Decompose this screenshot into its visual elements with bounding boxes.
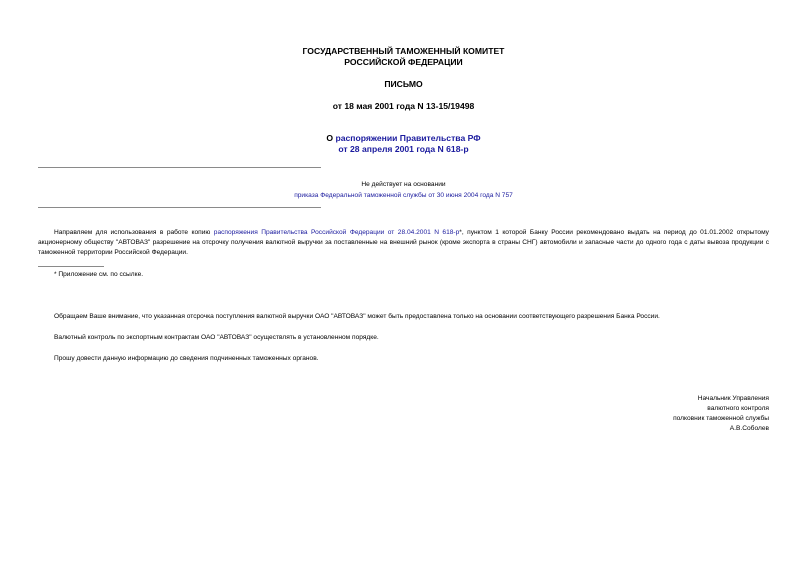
document-type: ПИСЬМО [384, 79, 423, 89]
subject-prefix: О [326, 133, 336, 143]
signature-rank: полковник таможенной службы [673, 415, 769, 422]
footnote: * Приложение см. по ссылке. [54, 271, 144, 278]
document-subject-line-2 [0, 144, 807, 155]
status-note-link[interactable]: приказа Федеральной таможенной службы от 30 июня 2004 года N 757 [294, 192, 513, 199]
issuer-line-2: РОССИЙСКОЙ ФЕДЕРАЦИИ [344, 57, 463, 67]
signature-position-2: валютного контроля [707, 405, 769, 412]
signature-name: А.В.Соболев [729, 425, 769, 432]
paragraph-1-start: Направляем для использования в работе копию [54, 229, 214, 236]
paragraph-1 [38, 228, 769, 258]
status-note-text: Не действует на основании [361, 181, 446, 188]
paragraph-2: Обращаем Ваше внимание, что указанная отсрочка поступления валютной выручки ОАО "АВТОВАЗ" может быть предоставлена только на основании соответствующего разрешения Банка России. [54, 313, 660, 320]
paragraph-4: Прошу довести данную информацию до сведения подчиненных таможенных органов. [54, 355, 319, 362]
document-subject-line-1 [0, 133, 807, 144]
subject-link-line-1[interactable]: распоряжении Правительства РФ [335, 133, 481, 143]
paragraph-3: Валютный контроль по экспортным контрактам ОАО "АВТОВАЗ" осуществлять в установленном порядке. [54, 334, 379, 341]
divider-bottom [38, 207, 321, 208]
divider-top [38, 167, 321, 168]
decree-link[interactable]: распоряжения Правительства Российской Федерации от 28.04.2001 N 618-р [213, 229, 460, 236]
issuer-line-1: ГОСУДАРСТВЕННЫЙ ТАМОЖЕННЫЙ КОМИТЕТ [302, 46, 505, 56]
status-note-link-line [0, 190, 807, 201]
paragraph-1-end: *, пунктом 1 которой Банку России рекомендовано выдать на период до 01.01.2002 открытому акционерному обществу "АВТОВАЗ" разрешение на отсрочку получения валютной выручки за поставленные на внешний рынок (кроме экспорта в страны СНГ) автомобили и запасные части до одного года с даты вывоза продукции с таможенной территории Российской Федерации. [38, 229, 769, 256]
subject-link-line-2[interactable]: от 28 апреля 2001 года N 618-р [338, 144, 469, 154]
footnote-divider [38, 266, 104, 267]
signature-position-1: Начальник Управления [697, 395, 769, 402]
document-date-number: от 18 мая 2001 года N 13-15/19498 [332, 101, 475, 111]
